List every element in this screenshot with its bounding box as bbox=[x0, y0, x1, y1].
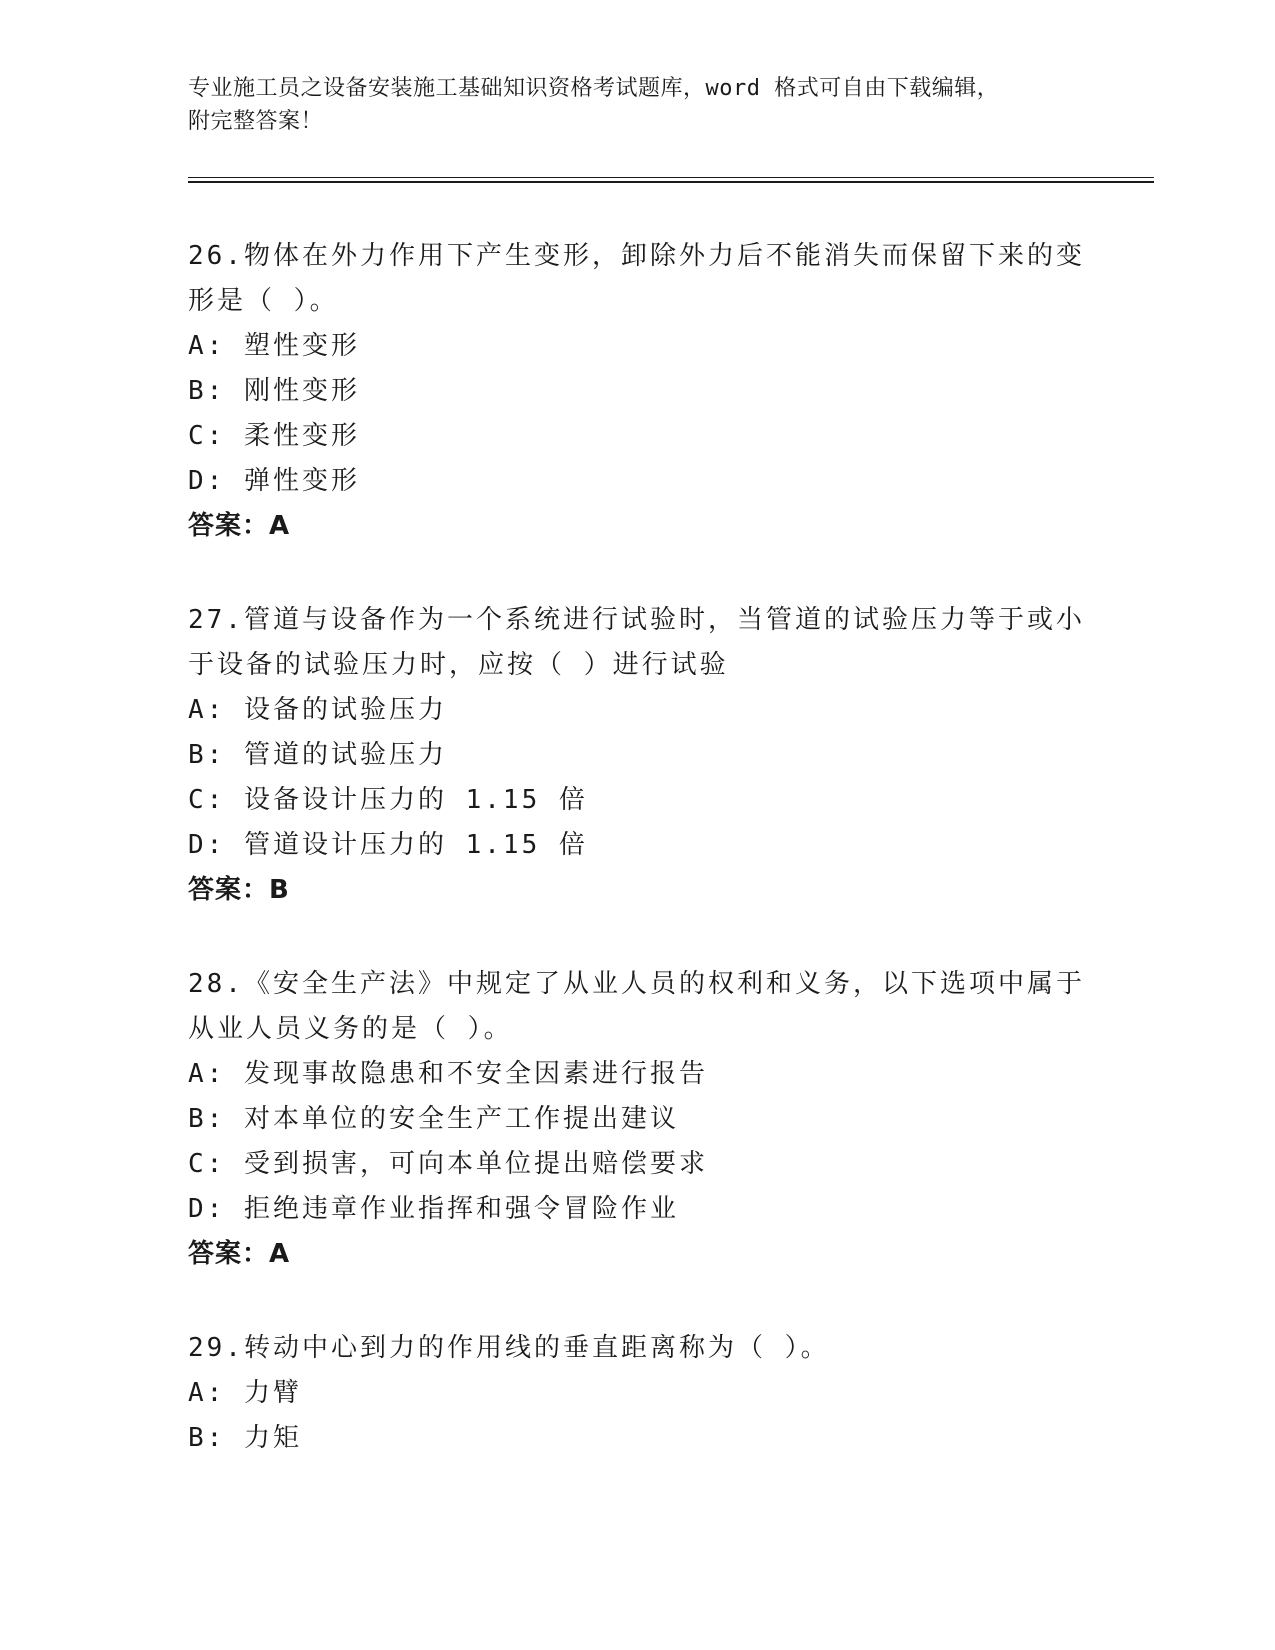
question-26 bbox=[188, 234, 1088, 549]
option-c: C: 设备设计压力的 1.15 倍 bbox=[188, 785, 588, 815]
header-divider-thin bbox=[188, 177, 1154, 178]
document-header bbox=[188, 72, 1068, 138]
header-divider-thick bbox=[188, 181, 1154, 183]
option-a: A: 塑性变形 bbox=[188, 331, 360, 361]
option-d: D: 弹性变形 bbox=[188, 466, 360, 496]
question-stem-line: 从业人员义务的是（ ）。 bbox=[188, 1014, 513, 1044]
question-stem bbox=[188, 1326, 1088, 1371]
question-stem bbox=[188, 962, 1088, 1052]
header-line-1: 专业施工员之设备安装施工基础知识资格考试题库，word 格式可自由下载编辑， bbox=[188, 76, 1000, 101]
question-stem-line: 于设备的试验压力时，应按（ ）进行试验 bbox=[188, 650, 729, 680]
option-c: C: 柔性变形 bbox=[188, 421, 360, 451]
answer-label: 答案：A bbox=[188, 511, 291, 541]
question-28 bbox=[188, 962, 1088, 1277]
option-b: B: 对本单位的安全生产工作提出建议 bbox=[188, 1104, 679, 1134]
header-line-2: 附完整答案！ bbox=[188, 109, 324, 134]
answer-label: 答案：B bbox=[188, 875, 290, 905]
question-27 bbox=[188, 598, 1088, 913]
option-b: B: 刚性变形 bbox=[188, 376, 360, 406]
option-b: B: 力矩 bbox=[188, 1423, 302, 1453]
question-29 bbox=[188, 1326, 1088, 1461]
question-stem-line: 形是（ ）。 bbox=[188, 286, 339, 316]
question-stem bbox=[188, 598, 1088, 688]
answer-label: 答案：A bbox=[188, 1239, 291, 1269]
option-a: A: 发现事故隐患和不安全因素进行报告 bbox=[188, 1059, 708, 1089]
option-b: B: 管道的试验压力 bbox=[188, 740, 447, 770]
question-stem-line: 28.《安全生产法》中规定了从业人员的权利和义务，以下选项中属于 bbox=[188, 969, 1085, 999]
question-stem-line: 27.管道与设备作为一个系统进行试验时，当管道的试验压力等于或小 bbox=[188, 605, 1085, 635]
option-c: C: 受到损害，可向本单位提出赔偿要求 bbox=[188, 1149, 708, 1179]
option-a: A: 设备的试验压力 bbox=[188, 695, 447, 725]
option-d: D: 拒绝违章作业指挥和强令冒险作业 bbox=[188, 1194, 679, 1224]
question-stem bbox=[188, 234, 1088, 324]
question-stem-line: 29.转动中心到力的作用线的垂直距离称为（ ）。 bbox=[188, 1333, 830, 1363]
question-stem-line: 26.物体在外力作用下产生变形，卸除外力后不能消失而保留下来的变 bbox=[188, 241, 1085, 271]
option-a: A: 力臂 bbox=[188, 1378, 302, 1408]
option-d: D: 管道设计压力的 1.15 倍 bbox=[188, 830, 588, 860]
